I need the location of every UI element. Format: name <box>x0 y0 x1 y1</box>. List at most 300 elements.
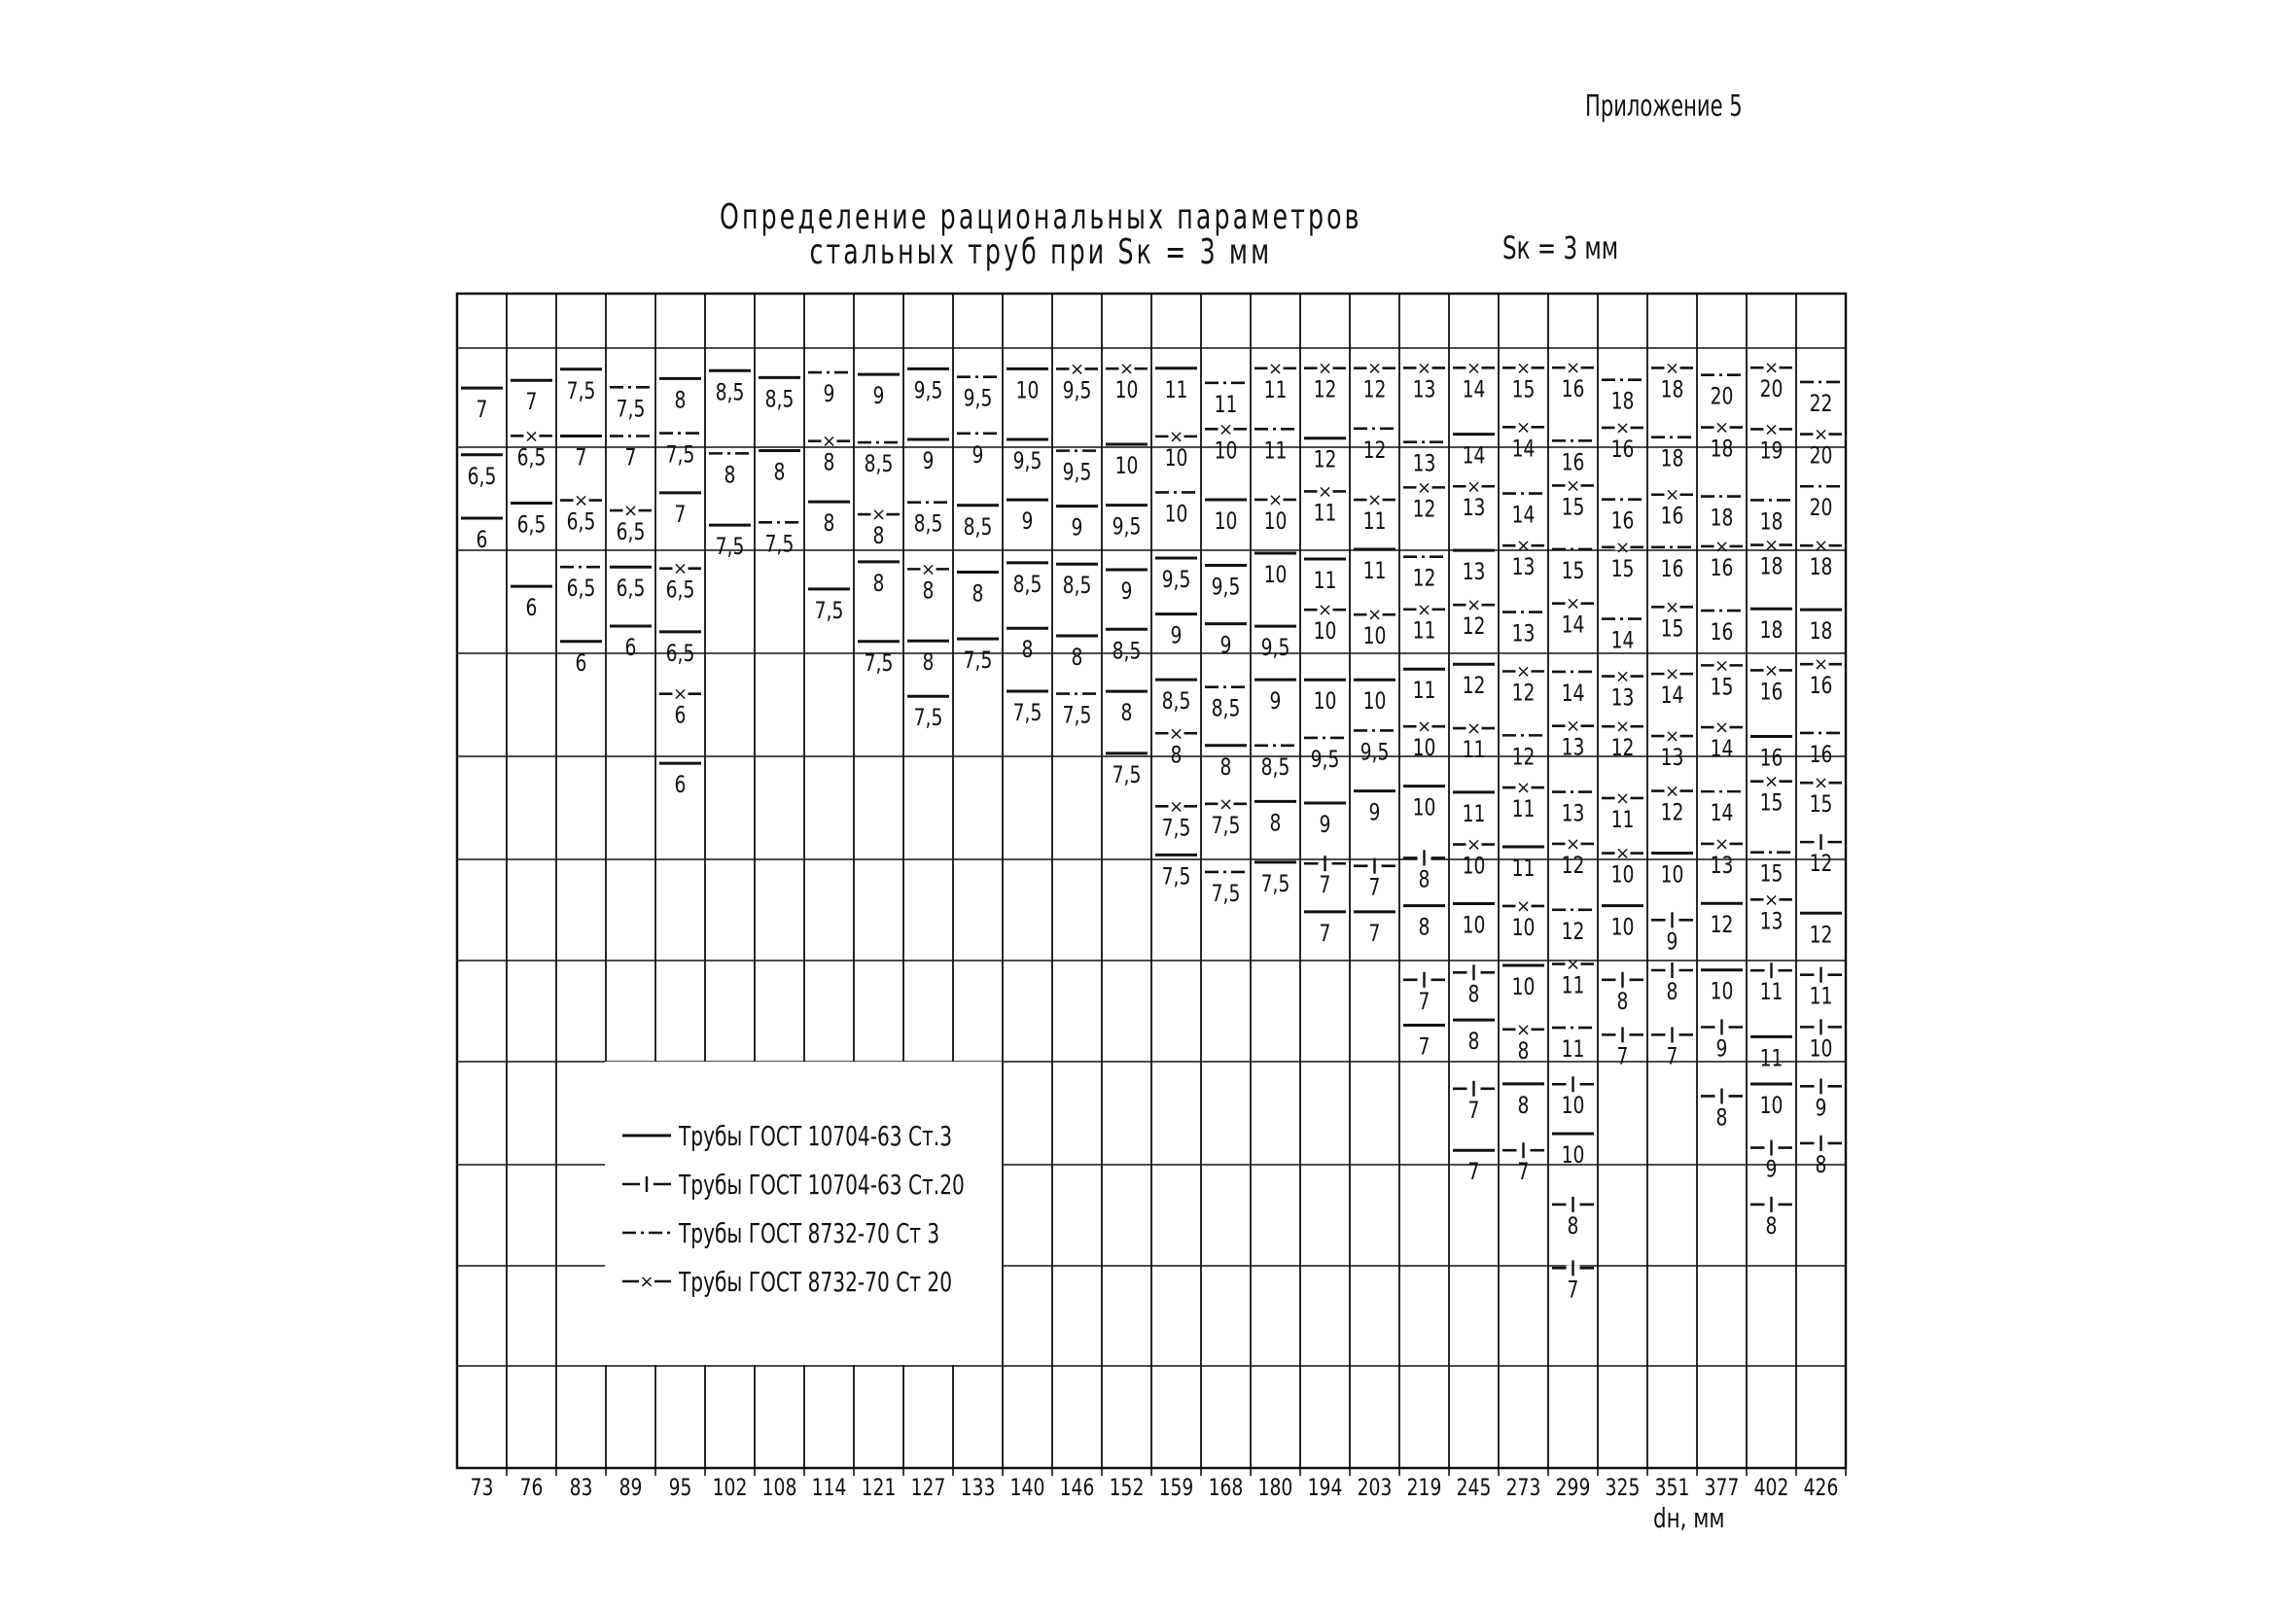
mark-label-194-3: 11 <box>1313 567 1337 595</box>
mark-label-159-3: 9,5 <box>1161 566 1191 594</box>
mark-label-402-10: 11 <box>1759 979 1784 1006</box>
mark-label-351-3: 16 <box>1660 555 1684 583</box>
mark-245-6-x: × <box>1466 718 1482 740</box>
mark-402-5-x: × <box>1763 660 1780 682</box>
mark-351-5-x: × <box>1664 664 1680 685</box>
mark-label-140-3: 8,5 <box>1012 571 1042 599</box>
mark-299-2-x: × <box>1565 475 1581 497</box>
mark-label-95-1: 7,5 <box>665 441 695 470</box>
mark-label-168-6: 8 <box>1219 753 1232 782</box>
mark-label-273-7: 11 <box>1511 795 1536 823</box>
mark-label-127-0: 9,5 <box>913 377 943 405</box>
mark-label-108-2: 7,5 <box>764 531 795 558</box>
mark-180-2-x: × <box>1267 489 1284 510</box>
x-tick-label-146: 146 <box>1059 1474 1095 1502</box>
x-tick-label-203: 203 <box>1357 1474 1393 1502</box>
mark-label-180-5: 9 <box>1269 687 1282 716</box>
mark-label-219-0: 13 <box>1412 376 1436 404</box>
x-tick-label-219: 219 <box>1406 1474 1442 1502</box>
mark-label-273-8: 11 <box>1511 855 1536 883</box>
mark-label-168-1: 10 <box>1214 437 1238 466</box>
mark-402-1-x: × <box>1763 419 1780 440</box>
mark-label-351-4: 15 <box>1660 615 1684 643</box>
mark-label-127-4: 8 <box>922 649 935 677</box>
mark-label-127-3: 8 <box>922 577 935 606</box>
mark-273-3-x: × <box>1515 536 1532 557</box>
mark-label-402-4: 18 <box>1759 617 1784 645</box>
mark-label-273-3: 13 <box>1511 554 1536 581</box>
x-tick-label-180: 180 <box>1257 1474 1293 1502</box>
mark-label-219-9: 8 <box>1418 914 1431 942</box>
mark-label-426-3: 18 <box>1809 554 1833 581</box>
mark-label-245-10: 8 <box>1467 981 1480 1008</box>
mark-label-95-5: 6 <box>674 702 687 730</box>
mark-label-159-6: 8 <box>1170 742 1183 769</box>
mark-label-203-9: 7 <box>1368 920 1381 948</box>
mark-label-152-3: 9 <box>1120 577 1133 606</box>
mark-label-168-3: 9,5 <box>1211 574 1241 602</box>
mark-label-377-10: 10 <box>1710 978 1734 1006</box>
mark-95-3-x: × <box>672 558 689 579</box>
mark-203-0-x: × <box>1366 358 1383 379</box>
mark-label-152-1: 10 <box>1114 452 1139 480</box>
mark-label-133-3: 8 <box>971 580 984 609</box>
mark-label-273-2: 14 <box>1511 502 1536 530</box>
mark-273-0-x: × <box>1515 358 1532 379</box>
mark-label-121-0: 9 <box>872 382 885 410</box>
mark-label-351-10: 8 <box>1666 978 1678 1006</box>
mark-label-180-0: 11 <box>1263 376 1288 404</box>
mark-146-0-x: × <box>1069 359 1085 380</box>
mark-325-8-x: × <box>1614 843 1631 864</box>
mark-325-5-x: × <box>1614 666 1631 687</box>
mark-label-299-2: 15 <box>1561 494 1585 522</box>
mark-label-245-12: 7 <box>1467 1097 1480 1125</box>
mark-label-245-8: 10 <box>1462 853 1486 881</box>
x-tick-label-402: 402 <box>1753 1474 1789 1502</box>
mark-label-203-3: 11 <box>1362 557 1387 585</box>
mark-label-377-2: 18 <box>1710 505 1734 533</box>
mark-426-5-x: × <box>1813 654 1829 676</box>
x-tick-label-159: 159 <box>1158 1474 1194 1502</box>
mark-label-194-9: 7 <box>1319 920 1331 948</box>
mark-152-0-x: × <box>1118 359 1135 380</box>
mark-label-95-3: 6,5 <box>665 577 695 605</box>
mark-label-245-0: 14 <box>1462 376 1486 403</box>
mark-299-8-x: × <box>1565 833 1581 855</box>
x-tick-label-127: 127 <box>910 1474 946 1502</box>
mark-label-140-4: 8 <box>1021 637 1034 664</box>
mark-299-0-x: × <box>1565 358 1581 379</box>
mark-label-351-1: 18 <box>1660 445 1684 473</box>
mark-label-203-7: 9 <box>1368 799 1381 827</box>
mark-label-89-2: 6,5 <box>616 518 646 546</box>
mark-label-351-2: 16 <box>1660 503 1684 531</box>
mark-label-102-0: 8,5 <box>715 379 745 406</box>
x-tick-label-377: 377 <box>1704 1474 1740 1502</box>
mark-label-133-4: 7,5 <box>963 647 993 675</box>
mark-label-273-1: 14 <box>1511 436 1536 463</box>
mark-label-180-3: 10 <box>1263 561 1288 589</box>
x-tick-label-140: 140 <box>1009 1474 1045 1502</box>
mark-351-7-x: × <box>1664 781 1680 802</box>
mark-label-426-13: 8 <box>1815 1151 1827 1179</box>
mark-label-140-2: 9 <box>1021 507 1034 536</box>
mark-label-121-4: 7,5 <box>864 649 894 678</box>
mark-label-152-2: 9,5 <box>1112 513 1142 542</box>
mark-325-3-x: × <box>1614 537 1631 558</box>
mark-299-10-x: × <box>1565 954 1581 975</box>
mark-label-426-8: 12 <box>1809 850 1833 878</box>
mark-label-180-6: 8,5 <box>1260 753 1290 782</box>
mark-label-146-0: 9,5 <box>1062 377 1092 405</box>
mark-label-299-13: 10 <box>1561 1141 1585 1170</box>
mark-label-95-6: 6 <box>674 771 687 799</box>
mark-label-299-14: 8 <box>1567 1212 1579 1241</box>
mark-273-1-x: × <box>1515 417 1532 438</box>
mark-label-402-14: 8 <box>1765 1212 1778 1241</box>
mark-label-219-1: 13 <box>1412 450 1436 478</box>
mark-label-402-13: 9 <box>1765 1156 1778 1184</box>
mark-label-140-1: 9,5 <box>1012 447 1042 475</box>
mark-351-4-x: × <box>1664 597 1680 618</box>
mark-label-299-12: 10 <box>1561 1093 1585 1120</box>
mark-label-402-5: 16 <box>1759 679 1784 707</box>
mark-label-426-2: 20 <box>1809 495 1833 522</box>
mark-label-168-0: 11 <box>1214 391 1238 419</box>
mark-299-4-x: × <box>1565 593 1581 614</box>
mark-194-0-x: × <box>1317 358 1333 379</box>
mark-label-325-1: 16 <box>1610 436 1635 464</box>
mark-label-133-1: 9 <box>971 441 984 470</box>
mark-label-273-13: 7 <box>1517 1159 1530 1186</box>
mark-label-114-3: 7,5 <box>814 597 844 625</box>
mark-label-426-10: 11 <box>1809 983 1833 1011</box>
mark-label-426-6: 16 <box>1809 741 1833 769</box>
mark-label-219-3: 12 <box>1412 565 1436 593</box>
mark-label-203-0: 12 <box>1362 376 1387 404</box>
mark-label-140-0: 10 <box>1015 377 1040 405</box>
mark-377-1-x: × <box>1713 417 1730 438</box>
mark-label-127-5: 7,5 <box>913 705 943 732</box>
mark-label-299-10: 11 <box>1561 972 1585 1000</box>
mark-label-76-3: 6 <box>525 594 538 622</box>
mark-label-351-5: 14 <box>1660 682 1684 710</box>
mark-label-426-11: 10 <box>1809 1035 1833 1064</box>
mark-273-9-x: × <box>1515 895 1532 917</box>
mark-127-3-x: × <box>920 559 936 580</box>
mark-label-325-8: 10 <box>1610 861 1635 890</box>
mark-label-73-0: 7 <box>476 396 488 424</box>
mark-402-9-x: × <box>1763 890 1780 911</box>
x-tick-label-168: 168 <box>1208 1474 1244 1502</box>
mark-label-426-5: 16 <box>1809 673 1833 700</box>
mark-label-245-7: 11 <box>1462 800 1486 828</box>
mark-label-325-2: 16 <box>1610 507 1635 536</box>
mark-label-402-2: 18 <box>1759 508 1784 537</box>
mark-label-299-3: 15 <box>1561 557 1585 585</box>
mark-label-245-3: 13 <box>1462 558 1486 586</box>
mark-label-95-2: 7 <box>674 501 687 529</box>
x-tick-label-95: 95 <box>668 1474 692 1502</box>
mark-label-377-1: 18 <box>1710 436 1734 464</box>
mark-label-83-0: 7,5 <box>566 377 596 405</box>
appendix-label: Приложение 5 <box>1585 89 1743 123</box>
mark-label-95-4: 6,5 <box>665 640 695 668</box>
x-tick-label-108: 108 <box>761 1474 797 1502</box>
x-axis-title: dн, мм <box>1653 1502 1725 1534</box>
sk-label: Sк = 3 мм <box>1502 229 1619 266</box>
mark-121-2-x: × <box>870 505 887 526</box>
mark-label-325-10: 8 <box>1616 988 1629 1016</box>
mark-325-7-x: × <box>1614 787 1631 809</box>
x-tick-label-194: 194 <box>1307 1474 1343 1502</box>
mark-label-159-8: 7,5 <box>1161 863 1191 891</box>
mark-label-83-4: 6 <box>575 649 587 678</box>
mark-168-1-x: × <box>1218 419 1234 440</box>
mark-273-7-x: × <box>1515 778 1532 799</box>
mark-label-108-1: 8 <box>773 459 786 487</box>
mark-label-114-1: 8 <box>823 449 835 477</box>
mark-label-89-0: 7,5 <box>616 396 646 423</box>
mark-label-102-2: 7,5 <box>715 533 745 561</box>
mark-402-0-x: × <box>1763 358 1780 379</box>
mark-label-159-1: 10 <box>1164 444 1188 472</box>
mark-194-2-x: × <box>1317 481 1333 503</box>
mark-label-219-11: 7 <box>1418 1033 1431 1062</box>
mark-299-6-x: × <box>1565 716 1581 737</box>
x-tick-label-152: 152 <box>1109 1474 1145 1502</box>
x-tick-label-76: 76 <box>519 1474 544 1502</box>
mark-377-5-x: × <box>1713 655 1730 677</box>
mark-168-7-x: × <box>1218 793 1234 815</box>
mark-label-377-8: 13 <box>1710 852 1734 880</box>
mark-426-7-x: × <box>1813 773 1829 794</box>
mark-label-377-6: 14 <box>1710 735 1734 763</box>
mark-label-203-4: 10 <box>1362 622 1387 650</box>
legend-swatch-g20-x: × <box>639 1272 654 1292</box>
mark-245-8-x: × <box>1466 834 1482 856</box>
mark-label-402-7: 15 <box>1759 789 1784 818</box>
mark-label-273-0: 15 <box>1511 376 1536 403</box>
x-tick-label-83: 83 <box>569 1474 593 1502</box>
mark-label-426-0: 22 <box>1809 390 1833 418</box>
mark-label-299-5: 14 <box>1561 680 1585 708</box>
mark-label-152-5: 8 <box>1120 699 1133 727</box>
mark-219-2-x: × <box>1416 477 1432 499</box>
mark-label-245-2: 13 <box>1462 495 1486 522</box>
mark-159-6-x: × <box>1168 723 1184 745</box>
mark-label-245-5: 12 <box>1462 673 1486 700</box>
mark-label-180-4: 9,5 <box>1260 634 1290 662</box>
mark-219-4-x: × <box>1416 599 1432 620</box>
mark-label-95-0: 8 <box>674 387 687 415</box>
mark-label-351-7: 12 <box>1660 799 1684 827</box>
x-tick-label-351: 351 <box>1654 1474 1690 1502</box>
mark-label-159-0: 11 <box>1164 376 1188 404</box>
mark-label-351-11: 7 <box>1666 1043 1678 1071</box>
mark-label-194-1: 12 <box>1313 446 1337 474</box>
mark-label-402-1: 19 <box>1759 437 1784 466</box>
mark-label-273-11: 8 <box>1517 1037 1530 1066</box>
mark-245-0-x: × <box>1466 358 1482 379</box>
mark-label-402-11: 11 <box>1759 1045 1784 1073</box>
mark-label-146-5: 7,5 <box>1062 702 1092 730</box>
mark-label-194-6: 9,5 <box>1310 746 1340 774</box>
mark-label-426-4: 18 <box>1809 617 1833 646</box>
mark-label-402-12: 10 <box>1759 1092 1784 1120</box>
mark-label-114-0: 9 <box>823 380 835 408</box>
mark-label-299-6: 13 <box>1561 734 1585 762</box>
mark-377-3-x: × <box>1713 536 1730 557</box>
mark-351-2-x: × <box>1664 484 1680 506</box>
mark-label-168-2: 10 <box>1214 507 1238 536</box>
mark-label-180-1: 11 <box>1263 437 1288 466</box>
mark-label-377-4: 16 <box>1710 618 1734 647</box>
x-tick-label-133: 133 <box>960 1474 996 1502</box>
mark-label-194-5: 10 <box>1313 688 1337 716</box>
mark-label-325-11: 7 <box>1616 1043 1629 1071</box>
mark-label-168-7: 7,5 <box>1211 812 1241 840</box>
mark-label-194-4: 10 <box>1313 617 1337 646</box>
x-tick-label-273: 273 <box>1505 1474 1541 1502</box>
mark-76-1-x: × <box>523 426 540 447</box>
mark-label-83-1: 7 <box>575 444 587 472</box>
mark-180-0-x: × <box>1267 358 1284 379</box>
mark-label-299-4: 14 <box>1561 612 1585 640</box>
mark-label-203-2: 11 <box>1362 507 1387 536</box>
mark-label-219-5: 11 <box>1412 678 1436 705</box>
mark-label-325-5: 13 <box>1610 684 1635 713</box>
legend-label-s20: Трубы ГОСТ 10704-63 Ст.20 <box>679 1168 965 1201</box>
title-line-2: стальных труб при Sк = 3 мм <box>809 232 1273 272</box>
mark-label-377-0: 20 <box>1710 383 1734 411</box>
mark-label-245-11: 8 <box>1467 1028 1480 1056</box>
mark-label-89-1: 7 <box>624 444 637 472</box>
mark-89-2-x: × <box>622 501 639 522</box>
mark-402-3-x: × <box>1763 535 1780 556</box>
mark-label-133-2: 8,5 <box>963 513 993 542</box>
mark-273-11-x: × <box>1515 1019 1532 1040</box>
mark-label-146-4: 8 <box>1071 644 1083 672</box>
mark-label-245-4: 12 <box>1462 613 1486 641</box>
mark-label-73-1: 6,5 <box>467 463 497 491</box>
mark-label-351-9: 9 <box>1666 928 1678 957</box>
mark-label-159-2: 10 <box>1164 501 1188 529</box>
mark-label-299-7: 13 <box>1561 800 1585 828</box>
mark-label-402-3: 18 <box>1759 553 1784 581</box>
legend-label-g3: Трубы ГОСТ 8732-70 Ст 3 <box>679 1216 940 1249</box>
mark-label-325-7: 11 <box>1610 806 1635 834</box>
mark-label-73-2: 6 <box>476 526 488 554</box>
mark-label-402-6: 16 <box>1759 745 1784 773</box>
mark-label-140-5: 7,5 <box>1012 699 1042 727</box>
mark-label-89-3: 6,5 <box>616 576 646 603</box>
legend-label-g20: Трубы ГОСТ 8732-70 Ст 20 <box>679 1265 953 1298</box>
mark-219-6-x: × <box>1416 717 1432 738</box>
mark-label-325-4: 14 <box>1610 627 1635 655</box>
mark-label-127-2: 8,5 <box>913 510 943 539</box>
mark-label-114-2: 8 <box>823 509 835 538</box>
mark-245-4-x: × <box>1466 595 1482 616</box>
mark-label-377-3: 16 <box>1710 554 1734 582</box>
mark-label-245-6: 11 <box>1462 736 1486 764</box>
mark-83-2-x: × <box>573 490 589 511</box>
mark-95-5-x: × <box>672 683 689 705</box>
mark-label-377-7: 14 <box>1710 799 1734 827</box>
mark-label-180-8: 7,5 <box>1260 870 1290 898</box>
mark-351-6-x: × <box>1664 726 1680 748</box>
mark-label-194-2: 11 <box>1313 500 1337 528</box>
mark-label-127-1: 9 <box>922 447 935 475</box>
legend-box <box>605 1062 1002 1365</box>
mark-label-273-10: 10 <box>1511 973 1536 1001</box>
mark-label-351-8: 10 <box>1660 861 1684 890</box>
mark-label-299-1: 16 <box>1561 449 1585 477</box>
x-tick-label-426: 426 <box>1803 1474 1839 1502</box>
mark-325-6-x: × <box>1614 717 1631 738</box>
mark-label-402-8: 15 <box>1759 860 1784 889</box>
mark-label-219-8: 8 <box>1418 866 1431 894</box>
mark-label-194-8: 7 <box>1319 871 1331 899</box>
mark-label-402-9: 13 <box>1759 908 1784 935</box>
mark-label-121-2: 8 <box>872 522 885 550</box>
x-tick-label-245: 245 <box>1456 1474 1492 1502</box>
mark-label-121-3: 8 <box>872 570 885 598</box>
mark-402-7-x: × <box>1763 771 1780 792</box>
mark-label-108-0: 8,5 <box>764 386 795 414</box>
mark-label-426-7: 15 <box>1809 790 1833 819</box>
mark-label-219-10: 7 <box>1418 988 1431 1016</box>
mark-label-133-0: 9,5 <box>963 385 993 413</box>
mark-label-180-7: 8 <box>1269 810 1282 838</box>
mark-label-180-2: 10 <box>1263 507 1288 536</box>
mark-label-194-0: 12 <box>1313 376 1337 404</box>
mark-label-203-8: 7 <box>1368 874 1381 902</box>
mark-219-0-x: × <box>1416 358 1432 379</box>
mark-label-377-5: 15 <box>1710 674 1734 702</box>
mark-label-273-6: 12 <box>1511 744 1536 772</box>
x-tick-label-73: 73 <box>470 1474 494 1502</box>
mark-159-1-x: × <box>1168 426 1184 447</box>
mark-label-219-7: 10 <box>1412 794 1436 822</box>
x-tick-label-299: 299 <box>1555 1474 1591 1502</box>
mark-label-102-1: 8 <box>724 462 736 490</box>
mark-194-4-x: × <box>1317 600 1333 621</box>
mark-label-299-9: 12 <box>1561 918 1585 946</box>
mark-426-1-x: × <box>1813 424 1829 445</box>
mark-label-426-1: 20 <box>1809 442 1833 471</box>
mark-label-121-1: 8,5 <box>864 450 894 478</box>
mark-label-168-5: 8,5 <box>1211 695 1241 723</box>
mark-label-146-1: 9,5 <box>1062 459 1092 487</box>
mark-label-76-0: 7 <box>525 389 538 416</box>
mark-label-377-12: 8 <box>1715 1104 1728 1133</box>
mark-label-159-5: 8,5 <box>1161 687 1191 716</box>
legend-label-s3: Трубы ГОСТ 10704-63 Ст.3 <box>679 1119 953 1152</box>
mark-label-194-7: 9 <box>1319 811 1331 839</box>
title-line-1: Определение рациональных параметров <box>720 197 1362 237</box>
mark-label-299-15: 7 <box>1567 1276 1579 1305</box>
mark-label-83-2: 6,5 <box>566 508 596 537</box>
mark-377-8-x: × <box>1713 833 1730 855</box>
mark-label-146-2: 9 <box>1071 514 1083 542</box>
mark-325-1-x: × <box>1614 417 1631 438</box>
mark-label-325-6: 12 <box>1610 735 1635 762</box>
mark-label-159-7: 7,5 <box>1161 815 1191 843</box>
mark-label-76-2: 6,5 <box>516 511 547 540</box>
mark-label-245-13: 7 <box>1467 1159 1480 1186</box>
